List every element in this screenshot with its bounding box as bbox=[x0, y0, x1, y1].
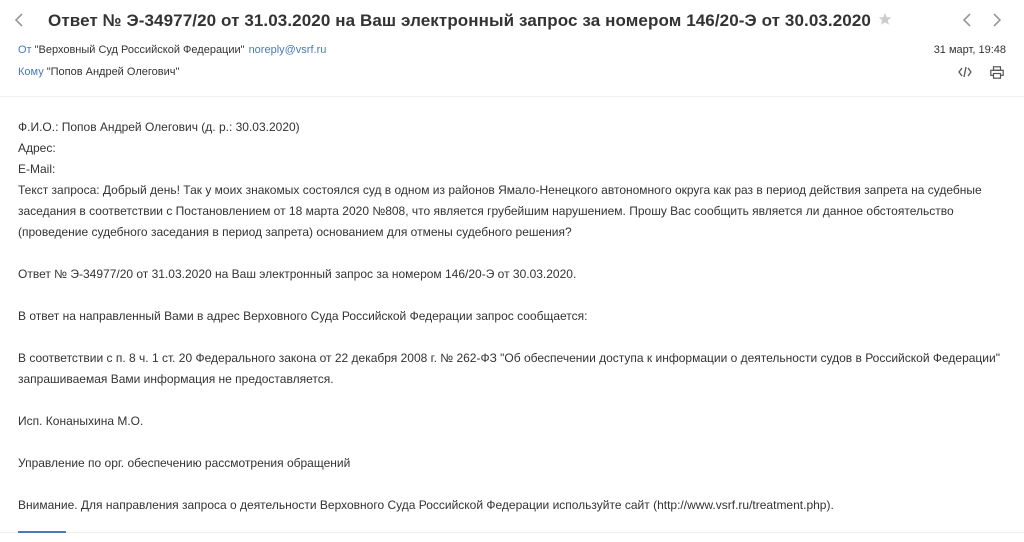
sender-address: Адрес: bbox=[18, 141, 56, 155]
sender-email[interactable]: noreply@vsrf.ru bbox=[248, 44, 327, 56]
footer-divider bbox=[0, 532, 1024, 533]
active-tab-indicator bbox=[18, 531, 66, 533]
answer-title: Ответ № Э-34977/20 от 31.03.2020 на Ваш электронный запрос за номером 146/20-Э от 30.03.2020. bbox=[18, 267, 577, 281]
sender-fio: Ф.И.О.: Попов Андрей Олегович (д. р.: 30.03.2020) bbox=[18, 120, 300, 134]
printer-icon bbox=[990, 66, 1004, 79]
from-label: От bbox=[18, 44, 32, 56]
header-divider bbox=[0, 96, 1024, 97]
chevron-left-icon bbox=[14, 13, 24, 27]
previous-email-button[interactable] bbox=[962, 10, 972, 32]
department: Управление по орг. обеспечению рассмотрения обращений bbox=[18, 456, 351, 470]
next-email-button[interactable] bbox=[992, 10, 1002, 32]
star-button[interactable] bbox=[878, 12, 892, 30]
code-icon bbox=[958, 66, 972, 78]
request-text: Текст запроса: Добрый день! Так у моих знакомых состоялся суд в одном из районов Ямало-Ненецкого автономного округа как раз в период действия запрета на судебные заседания в соответствии с Постановлением от 18 марта 2020 №808, что является грубейшим нарушением. Прошу Вас сообщить является ли данное обстоятельство (проведение судебного заседания в период запрета) основанием для отмены судебного решения? bbox=[18, 183, 982, 239]
email-body bbox=[18, 117, 1008, 516]
sender-name[interactable]: "Верховный Суд Российской Федерации" bbox=[34, 44, 245, 56]
email-subject: Ответ № Э-34977/20 от 31.03.2020 на Ваш электронный запрос за номером 146/20-Э от 30.03.2020 bbox=[48, 11, 871, 30]
executor: Исп. Конаныхина М.О. bbox=[18, 414, 144, 428]
chevron-right-icon bbox=[992, 13, 1002, 27]
answer-decision: В соответствии с п. 8 ч. 1 ст. 20 Федерального закона от 22 декабря 2008 г. № 262-ФЗ "Об обеспечении доступа к информации о деятельности судов в Российской Федерации" запрашиваемая Вами информация не предоставляется. bbox=[18, 351, 1000, 386]
notice: Внимание. Для направления запроса о деятельности Верховного Суда Российской Федерации используйте сайт (http://www.vsrf.ru/treatment.php). bbox=[18, 498, 834, 512]
print-button[interactable] bbox=[990, 66, 1006, 80]
to-label: Кому bbox=[18, 66, 44, 78]
recipient-name[interactable]: "Попов Андрей Олегович" bbox=[46, 66, 180, 78]
sender-email-field: E-Mail: bbox=[18, 162, 56, 176]
recipient-line bbox=[18, 66, 179, 78]
back-button[interactable] bbox=[14, 10, 32, 32]
view-source-button[interactable] bbox=[958, 66, 972, 81]
email-header bbox=[0, 0, 1024, 98]
answer-intro: В ответ на направленный Вами в адрес Верховного Суда Российской Федерации запрос сообщается: bbox=[18, 309, 588, 323]
chevron-left-icon bbox=[962, 13, 972, 27]
sender-line bbox=[18, 44, 326, 56]
email-date: 31 март, 19:48 bbox=[933, 44, 1006, 56]
star-icon bbox=[878, 12, 892, 26]
